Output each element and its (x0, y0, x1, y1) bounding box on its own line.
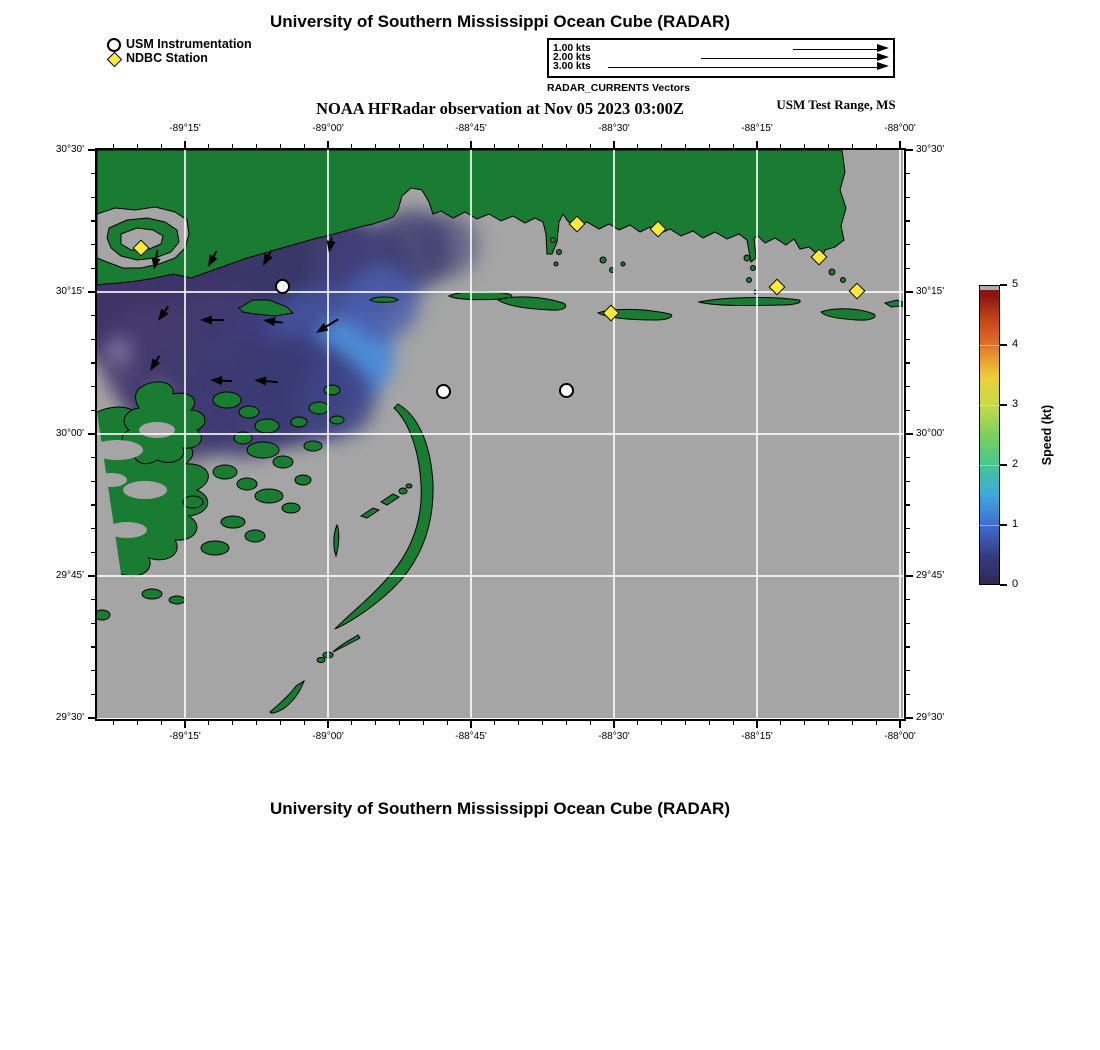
axis-tick (566, 721, 567, 725)
axis-tick (351, 144, 352, 148)
usm-instrumentation-marker-icon (436, 384, 451, 399)
axis-tick (906, 646, 910, 647)
axis-tick (494, 721, 495, 725)
axis-tick (756, 721, 757, 728)
axis-tick (780, 144, 781, 148)
axis-tick (906, 339, 910, 340)
colorbar-tick (1000, 584, 1007, 585)
axis-tick (91, 481, 95, 482)
scale-row-label: 3.00 kts (553, 61, 591, 72)
axis-tick (804, 144, 805, 148)
axis-tick (906, 717, 913, 718)
axis-tick (88, 149, 95, 150)
colorbar (979, 285, 1000, 585)
vector-scale-box (547, 38, 895, 78)
axis-tick (91, 457, 95, 458)
axis-tick (906, 244, 910, 245)
axis-tick (470, 141, 471, 148)
scale-arrow-shaft (793, 49, 879, 50)
axis-tick (88, 291, 95, 292)
axis-tick (304, 721, 305, 725)
axis-tick (91, 268, 95, 269)
axis-tick (447, 144, 448, 148)
observation-subtitle: NOAA HFRadar observation at Nov 05 2023 03:00Z (316, 99, 684, 118)
yellow-diamond-icon (107, 52, 123, 68)
axis-tick (256, 144, 257, 148)
axis-tick (161, 144, 162, 148)
axis-tick (906, 410, 910, 411)
axis-tick (906, 220, 910, 221)
axis-tick (423, 144, 424, 148)
axis-tick (232, 721, 233, 725)
axis-tick (906, 623, 910, 624)
colorbar-gridline (979, 345, 1000, 346)
axis-tick (327, 721, 328, 728)
ndbc-station-marker-icon (849, 283, 866, 300)
axis-tick (280, 144, 281, 148)
usm-instrumentation-marker-icon (275, 279, 290, 294)
axis-tick-label: -88°30' (598, 731, 630, 742)
axis-tick (876, 144, 877, 148)
axis-tick (88, 433, 95, 434)
axis-tick (91, 386, 95, 387)
axis-tick (137, 144, 138, 148)
axis-tick (470, 721, 471, 728)
axis-tick (613, 721, 614, 728)
scale-arrow-shaft (608, 67, 879, 68)
axis-tick (375, 721, 376, 725)
colorbar-gridline (979, 525, 1000, 526)
colorbar-tick-label: 2 (1012, 458, 1019, 470)
axis-tick-label: 30°30' (916, 144, 945, 155)
scale-row-label: 2.00 kts (553, 52, 591, 63)
axis-tick (613, 141, 614, 148)
axis-tick (113, 144, 114, 148)
axis-tick (906, 291, 913, 292)
test-range-label: USM Test Range, MS (776, 97, 896, 112)
axis-tick-label: 29°30' (916, 712, 945, 723)
scale-arrow-shaft (701, 58, 879, 59)
axis-tick (91, 623, 95, 624)
axis-tick (91, 552, 95, 553)
axis-tick (91, 646, 95, 647)
axis-tick (590, 144, 591, 148)
axis-tick (852, 721, 853, 725)
colorbar-cap (980, 286, 999, 290)
axis-tick (88, 717, 95, 718)
axis-tick-label: -88°00' (884, 123, 916, 134)
axis-tick (906, 481, 910, 482)
axis-tick-label: 30°00' (916, 428, 945, 439)
axis-tick (906, 504, 910, 505)
axis-tick-label: -88°30' (598, 123, 630, 134)
axis-tick-label: -88°45' (455, 123, 487, 134)
colorbar-tick-label: 1 (1012, 518, 1019, 530)
axis-tick (327, 141, 328, 148)
axis-tick-label: -89°15' (169, 123, 201, 134)
axis-tick (304, 144, 305, 148)
axis-tick-label: 29°45' (916, 570, 945, 581)
axis-tick (906, 149, 913, 150)
axis-tick (161, 721, 162, 725)
axis-tick (852, 144, 853, 148)
axis-tick (447, 721, 448, 725)
figure-title-bottom: University of Southern Mississippi Ocean Cube (RADAR) (269, 799, 730, 818)
axis-tick (113, 721, 114, 725)
axis-tick (518, 721, 519, 725)
axis-tick (91, 410, 95, 411)
usm-instrumentation-marker-icon (559, 383, 574, 398)
axis-tick (590, 721, 591, 725)
axis-tick-label: 29°45' (55, 570, 84, 581)
axis-tick (906, 670, 910, 671)
colorbar-gridline (979, 465, 1000, 466)
axis-tick (91, 339, 95, 340)
axis-tick (280, 721, 281, 725)
axis-tick (906, 552, 910, 553)
axis-tick (906, 457, 910, 458)
axis-tick-label: 30°00' (55, 428, 84, 439)
axis-tick (208, 144, 209, 148)
colorbar-tick (1000, 284, 1007, 285)
axis-tick (876, 721, 877, 725)
axis-tick (906, 433, 913, 434)
axis-tick (542, 721, 543, 725)
ndbc-station-marker-icon (811, 249, 828, 266)
colorbar-tick-label: 3 (1012, 398, 1019, 410)
axis-tick (91, 528, 95, 529)
axis-tick-label: -89°00' (312, 731, 344, 742)
axis-tick (91, 315, 95, 316)
axis-tick-label: 30°15' (55, 286, 84, 297)
scale-arrow-head-icon (877, 44, 889, 52)
axis-tick-label: -88°15' (741, 731, 773, 742)
axis-tick (637, 144, 638, 148)
ndbc-station-marker-icon (650, 221, 667, 238)
axis-tick (899, 141, 900, 148)
axis-tick-label: 30°15' (916, 286, 945, 297)
axis-tick (375, 144, 376, 148)
axis-tick (184, 721, 185, 728)
axis-tick (906, 694, 910, 695)
axis-tick (91, 599, 95, 600)
axis-tick (906, 197, 910, 198)
axis-tick (91, 197, 95, 198)
axis-tick (91, 670, 95, 671)
ndbc-station-marker-icon (603, 305, 620, 322)
axis-tick (906, 268, 910, 269)
axis-tick (256, 721, 257, 725)
axis-tick-label: -89°00' (312, 123, 344, 134)
axis-tick-label: -89°15' (169, 731, 201, 742)
axis-tick (91, 504, 95, 505)
axis-tick (906, 575, 913, 576)
axis-tick-label: -88°15' (741, 123, 773, 134)
axis-tick (709, 721, 710, 725)
axis-tick (906, 528, 910, 529)
axis-tick (91, 244, 95, 245)
axis-tick (899, 721, 900, 728)
axis-tick (232, 144, 233, 148)
axis-tick (685, 144, 686, 148)
axis-tick (906, 315, 910, 316)
axis-tick-label: -88°45' (455, 731, 487, 742)
axis-tick (91, 362, 95, 363)
axis-tick (399, 144, 400, 148)
figure-title-top: University of Southern Mississippi Ocean Cube (RADAR) (269, 12, 730, 31)
axis-tick (661, 144, 662, 148)
vector-scale-caption: RADAR_CURRENTS Vectors (547, 82, 690, 94)
axis-tick-label: -88°00' (884, 731, 916, 742)
scale-row-label: 1.00 kts (553, 43, 591, 54)
scale-arrow-head-icon (877, 53, 889, 61)
axis-tick-label: 30°30' (55, 144, 84, 155)
axis-tick (91, 173, 95, 174)
axis-tick (542, 144, 543, 148)
axis-tick (208, 721, 209, 725)
axis-tick (351, 721, 352, 725)
axis-tick (91, 694, 95, 695)
legend-item-label: USM Instrumentation (126, 37, 252, 51)
axis-tick (137, 721, 138, 725)
axis-tick (733, 144, 734, 148)
axis-tick (709, 144, 710, 148)
axis-tick (906, 362, 910, 363)
colorbar-tick (1000, 524, 1007, 525)
ndbc-station-marker-icon (133, 240, 150, 257)
legend-item-label: NDBC Station (126, 51, 208, 65)
colorbar-tick (1000, 344, 1007, 345)
map-plot-area (97, 150, 903, 718)
station-markers (97, 150, 903, 718)
axis-tick (906, 599, 910, 600)
axis-tick (906, 173, 910, 174)
axis-tick (566, 144, 567, 148)
colorbar-gridline (979, 405, 1000, 406)
axis-tick (828, 721, 829, 725)
circle-outline-icon (107, 38, 121, 52)
axis-tick-label: 29°30' (55, 712, 84, 723)
axis-tick (906, 386, 910, 387)
axis-tick (756, 141, 757, 148)
axis-tick (637, 721, 638, 725)
axis-tick (518, 144, 519, 148)
axis-tick (184, 141, 185, 148)
colorbar-tick-label: 0 (1012, 578, 1019, 590)
axis-tick (661, 721, 662, 725)
colorbar-tick-label: 4 (1012, 338, 1019, 350)
axis-tick (494, 144, 495, 148)
axis-tick (733, 721, 734, 725)
colorbar-tick-label: 5 (1012, 278, 1019, 290)
ndbc-station-marker-icon (769, 279, 786, 296)
axis-tick (399, 721, 400, 725)
colorbar-tick (1000, 404, 1007, 405)
axis-tick (685, 721, 686, 725)
scale-arrow-head-icon (877, 62, 889, 70)
colorbar-axis-label: Speed (kt) (1040, 404, 1054, 466)
colorbar-tick (1000, 464, 1007, 465)
axis-tick (91, 220, 95, 221)
axis-tick (780, 721, 781, 725)
axis-tick (423, 721, 424, 725)
axis-tick (828, 144, 829, 148)
axis-tick (804, 721, 805, 725)
axis-tick (88, 575, 95, 576)
ndbc-station-marker-icon (569, 216, 586, 233)
